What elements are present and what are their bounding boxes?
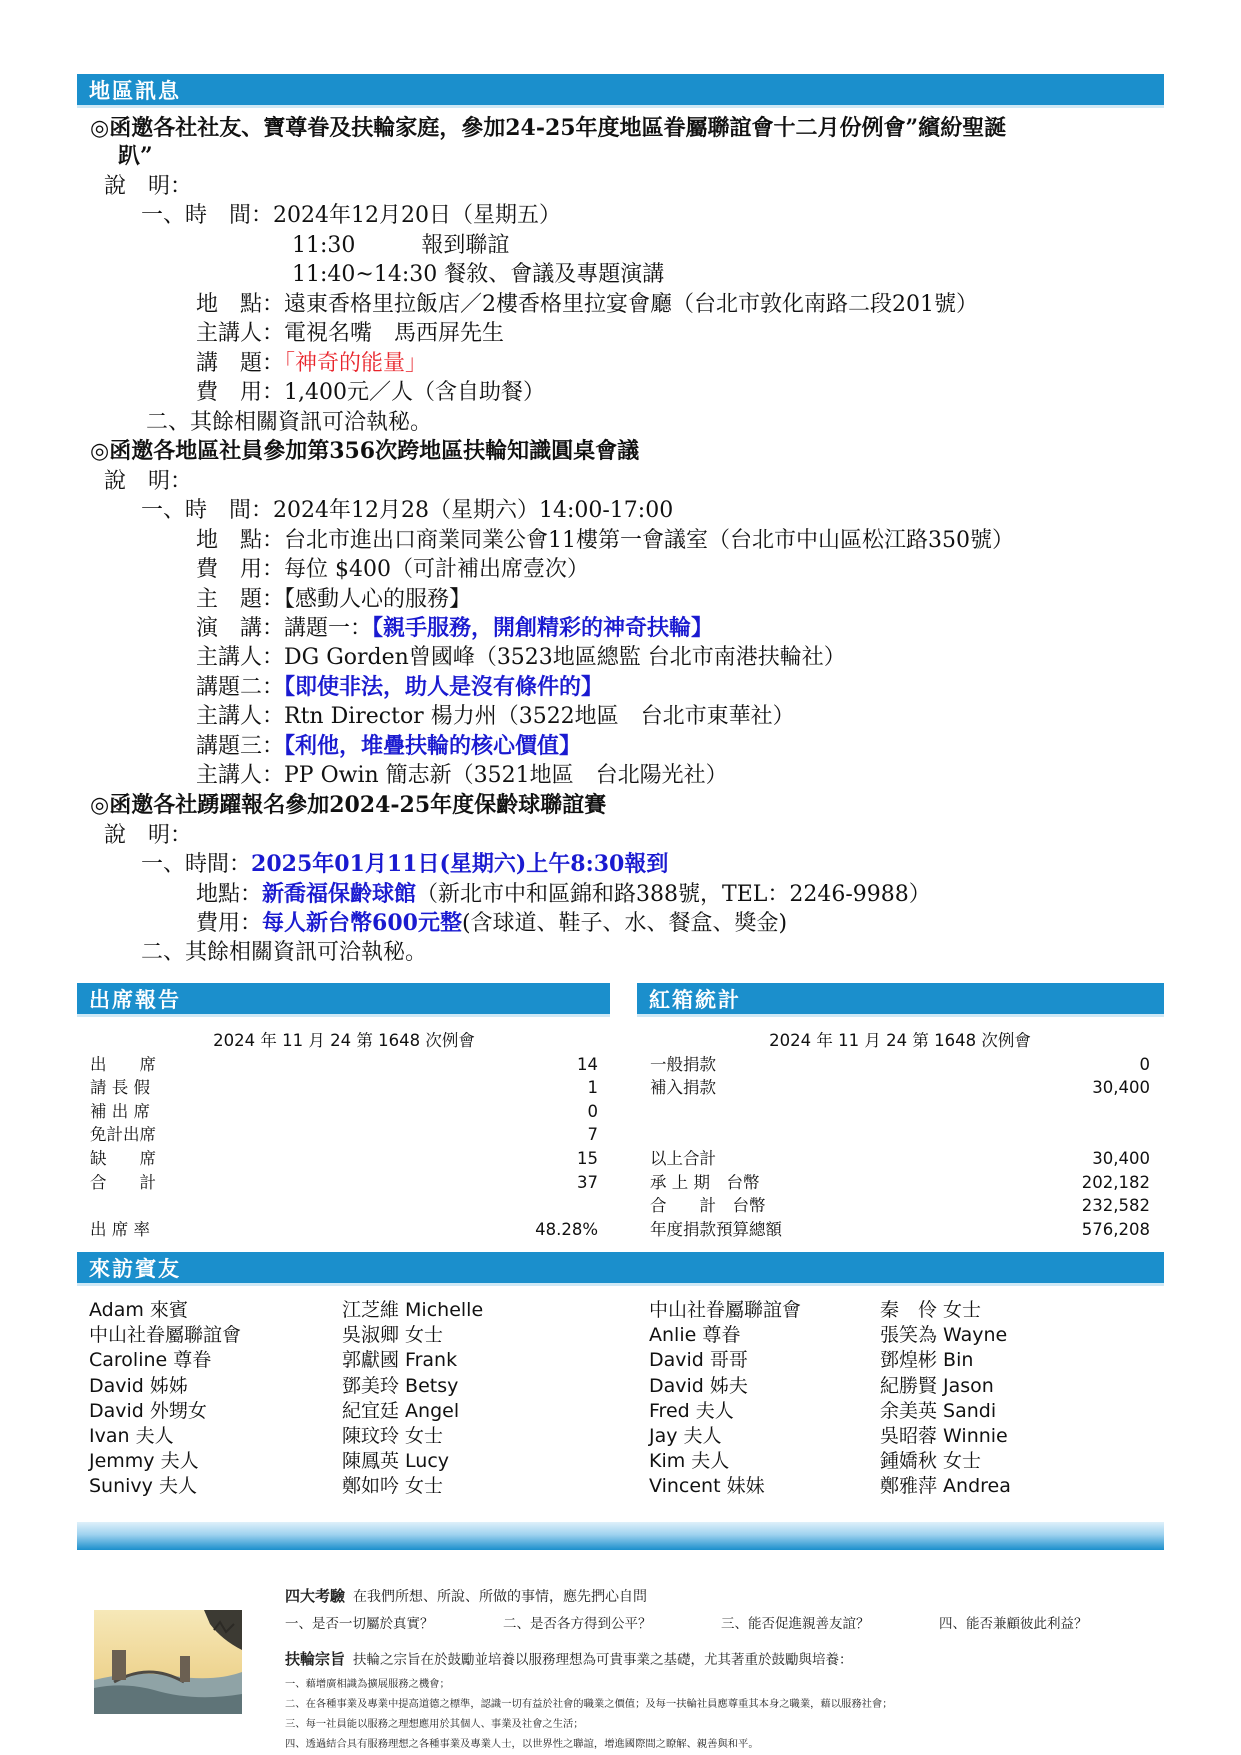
district-line-text: 一、時間：	[141, 852, 252, 877]
attendance-label: 合 計	[90, 1172, 156, 1192]
district-line	[141, 496, 673, 525]
district-line	[104, 821, 192, 850]
visitor-name: Adam 來賓	[89, 1299, 188, 1321]
donations-row	[650, 1171, 1150, 1195]
footer-divider-bar	[77, 1522, 1164, 1550]
visitor-name: 紀宜廷 Angel	[342, 1399, 460, 1422]
district-line	[196, 585, 471, 614]
attendance-value: 15	[577, 1148, 598, 1168]
district-line-text: 二、其餘相關資訊可洽執秘。	[146, 410, 433, 435]
donations-row	[650, 1123, 1150, 1147]
visitor-name: 陳鳳英 Lucy	[342, 1450, 450, 1473]
attendance-row	[90, 1218, 598, 1242]
visitor-name: 吳昭蓉 Winnie	[880, 1425, 1008, 1448]
donations-row	[650, 1053, 1150, 1077]
district-line-text: 費 用：1,400元／人（含自助餐）	[196, 380, 545, 405]
donations-row	[650, 1218, 1150, 1242]
attendance-row	[90, 1147, 598, 1171]
district-line-text: 說 明：	[104, 823, 193, 848]
visitor-name: 鄧煌彬 Bin	[880, 1349, 974, 1372]
visitor-name: 秦 伶 女士	[880, 1299, 982, 1321]
visitors-column-1	[89, 1298, 241, 1500]
district-line	[146, 408, 432, 437]
object-item: 四、透過結合具有服務理想之各種事業及專業人士，以世界性之聯誼，增進國際間之瞭解、親善與和平。	[285, 1738, 759, 1750]
donations-meeting: 2024 年 11 月 24 第 1648 次例會	[769, 1031, 1031, 1050]
district-line	[196, 732, 581, 761]
object-of-rotary	[285, 1648, 853, 1669]
district-line-highlight: 新喬福保齡球館	[262, 881, 417, 907]
attendance-meeting: 2024 年 11 月 24 第 1648 次例會	[213, 1031, 475, 1050]
donations-header: 紅箱統計	[649, 988, 741, 1012]
district-line	[196, 614, 713, 643]
district-line	[292, 260, 664, 289]
district-line-text: 11:40~14:30 餐敘、會議及專題演講	[292, 262, 665, 287]
district-line-detail: (含球道、鞋子、水、餐盒、獎金)	[461, 911, 788, 936]
donations-value: 30,400	[1092, 1078, 1150, 1098]
donations-value: 202,182	[1081, 1172, 1150, 1192]
district-line-text: 說 明：	[104, 174, 193, 199]
district-line-text: 說 明：	[104, 469, 193, 494]
four-way-intro: 在我們所想、所說、所做的事情，應先捫心自問	[353, 1589, 648, 1605]
donations-row	[650, 1100, 1150, 1124]
visitors-header-bar	[77, 1252, 1164, 1286]
four-way-title: 四大考驗	[285, 1587, 346, 1605]
four-way-item: 二、是否各方得到公平？	[503, 1616, 652, 1632]
district-line-text: 費 用：每位 $400（可計補出席壹次）	[196, 557, 589, 582]
district-line-highlight: 「神奇的能量」	[284, 351, 428, 376]
district-line	[196, 643, 846, 672]
attendance-label: 補 出 席	[90, 1101, 150, 1121]
visitor-name: Kim 夫人	[649, 1450, 730, 1473]
visitor-name: Sunivy 夫人	[89, 1475, 197, 1498]
district-line-highlight: 【即使非法，助人是沒有條件的】	[284, 674, 604, 700]
donations-label: 一般捐款	[650, 1054, 716, 1074]
district-line-highlight: 【親手服務，開創精彩的神奇扶輪】	[372, 615, 714, 641]
attendance-table	[90, 1029, 598, 1241]
object-title: 扶輪宗旨	[285, 1650, 346, 1668]
four-way-item: 一、是否一切屬於真實？	[285, 1616, 434, 1632]
attendance-value: 37	[577, 1172, 598, 1192]
object-item: 三、每一社員能以服務之理想應用於其個人、事業及社會之生活；	[285, 1718, 584, 1730]
district-line-text: 講題二：	[196, 675, 285, 700]
visitor-name: 陳玟玲 女士	[342, 1425, 444, 1448]
visitors-column-4	[880, 1298, 1011, 1500]
four-way-item: 四、能否兼顧彼此利益？	[939, 1616, 1088, 1632]
donations-row	[650, 1076, 1150, 1100]
donations-label: 補入捐款	[650, 1078, 716, 1098]
district-line-text: 主 題：【感動人心的服務】	[196, 587, 472, 612]
visitor-name: Ivan 夫人	[89, 1425, 174, 1448]
district-line	[196, 349, 427, 378]
district-line	[196, 555, 589, 584]
attendance-label: 出 席 率	[90, 1219, 150, 1239]
attendance-label: 出 席	[90, 1054, 156, 1074]
district-line-text: 講題三：	[196, 734, 285, 759]
visitor-name: Jemmy 夫人	[89, 1450, 199, 1473]
district-line-text: 講 題：	[196, 351, 285, 376]
district-line	[196, 290, 978, 319]
attendance-value: 0	[587, 1101, 598, 1121]
district-header-bar	[77, 74, 1164, 108]
visitor-name: 鄧美玲 Betsy	[342, 1374, 459, 1397]
district-line-text: 地 點：台北市進出口商業同業公會11樓第一會議室（台北市中山區松江路350號）	[196, 528, 1014, 553]
attendance-label: 免計出席	[90, 1125, 156, 1145]
district-line-highlight: 【利他，堆疊扶輪的核心價值】	[284, 733, 582, 759]
district-line-highlight: 2025年01月11日(星期六)上午8:30報到	[251, 851, 669, 877]
visitor-name: David 外甥女	[89, 1399, 207, 1422]
object-intro: 扶輪之宗旨在於鼓勵並培養以服務理想為可貴事業之基礎，尤其著重於鼓勵與培養：	[353, 1652, 853, 1668]
footer-landscape-image	[94, 1610, 242, 1714]
attendance-row	[90, 1076, 598, 1100]
visitor-name: 中山社眷屬聯誼會	[89, 1324, 242, 1347]
attendance-value: 48.28%	[535, 1219, 598, 1239]
district-line-text: 地點：	[196, 882, 263, 907]
district-line-detail: （新北市中和區錦和路388號，TEL：2246-9988）	[416, 882, 931, 907]
donations-value: 0	[1139, 1054, 1150, 1074]
district-line	[90, 437, 639, 466]
district-line	[141, 850, 668, 879]
visitor-name: Jay 夫人	[649, 1425, 722, 1448]
attendance-header-bar	[77, 983, 610, 1017]
district-header: 地區訊息	[89, 79, 181, 103]
attendance-row	[90, 1100, 598, 1124]
attendance-value: 14	[577, 1054, 598, 1074]
district-line	[104, 467, 192, 496]
district-line	[104, 172, 192, 201]
donations-value: 576,208	[1081, 1219, 1150, 1239]
district-line-text: 二、其餘相關資訊可洽執秘。	[141, 940, 428, 965]
district-line-text: 趴”	[118, 143, 153, 169]
attendance-header: 出席報告	[89, 988, 181, 1012]
donations-value: 30,400	[1092, 1148, 1150, 1168]
attendance-label: 缺 席	[90, 1148, 156, 1168]
district-line	[196, 378, 545, 407]
donations-table	[650, 1029, 1150, 1241]
donations-row	[650, 1194, 1150, 1218]
attendance-row	[90, 1123, 598, 1147]
visitor-name: 鄭雅萍 Andrea	[880, 1475, 1011, 1498]
donations-value: 232,582	[1081, 1196, 1150, 1216]
district-line-text: 費用：	[196, 911, 263, 936]
attendance-row	[90, 1171, 598, 1195]
district-line	[90, 791, 606, 820]
object-items	[285, 1674, 893, 1754]
visitor-name: 江芝維 Michelle	[342, 1299, 484, 1321]
district-line	[141, 201, 561, 230]
four-way-test	[285, 1585, 647, 1606]
visitor-name: 張笑為 Wayne	[880, 1324, 1008, 1347]
visitors-column-3	[649, 1298, 801, 1500]
donations-label: 承 上 期 台幣	[650, 1172, 760, 1192]
visitor-name: David 哥哥	[649, 1349, 748, 1372]
attendance-row	[90, 1194, 598, 1218]
district-line-text: ◎函邀各地區社員參加第356次跨地區扶輪知識圓桌會議	[90, 438, 640, 464]
donations-row	[650, 1147, 1150, 1171]
district-line-highlight: 每人新台幣600元整	[262, 910, 462, 936]
district-line-text: 主講人：電視名嘴 馬西屏先生	[196, 321, 505, 346]
visitor-name: Vincent 妹妹	[649, 1475, 765, 1498]
donations-label: 以上合計	[650, 1148, 716, 1168]
visitor-name: 鍾嬌秋 女士	[880, 1450, 982, 1473]
attendance-row	[90, 1053, 598, 1077]
visitors-header: 來訪賓友	[89, 1257, 181, 1281]
visitor-name: 鄭如吟 女士	[342, 1475, 444, 1498]
attendance-label: 請 長 假	[90, 1078, 150, 1098]
visitor-name: 中山社眷屬聯誼會	[649, 1299, 802, 1321]
visitor-name: 郭獻國 Frank	[342, 1349, 458, 1372]
visitor-name: David 姊夫	[649, 1374, 748, 1397]
visitor-name: 吳淑卿 女士	[342, 1324, 444, 1347]
four-way-item: 三、能否促進親善友誼？	[721, 1616, 870, 1632]
district-line	[118, 142, 153, 171]
district-line	[196, 702, 795, 731]
district-line-text: 一、時 間：2024年12月20日（星期五）	[141, 203, 561, 228]
district-line	[196, 673, 603, 702]
district-line	[196, 526, 1014, 555]
object-item: 一、藉增廣相識為擴展服務之機會；	[285, 1678, 450, 1690]
donations-label: 年度捐款預算總額	[650, 1219, 782, 1239]
visitor-name: Caroline 尊眷	[89, 1349, 212, 1372]
district-line-text: ◎函邀各社踴躍報名參加2024-25年度保齡球聯誼賽	[90, 792, 607, 818]
district-line	[196, 909, 787, 938]
district-line-text: 主講人：Rtn Director 楊力州（3522地區 台北市東華社）	[196, 704, 795, 729]
district-line-text: 11:30 報到聯誼	[292, 233, 510, 258]
district-line	[196, 761, 728, 790]
four-way-items	[285, 1612, 1088, 1632]
district-line	[196, 319, 504, 348]
object-item: 二、在各種事業及專業中提高道德之標準，認識一切有益於社會的職業之價值；及每一扶輪社員應尊重其本身之職業，藉以服務社會；	[285, 1698, 893, 1710]
district-line	[292, 231, 509, 260]
district-line	[141, 938, 427, 967]
district-line	[196, 880, 931, 909]
attendance-value: 7	[587, 1125, 598, 1145]
district-line-text: 演 講：講題一：	[196, 616, 373, 641]
donations-header-bar	[637, 983, 1164, 1017]
district-line-text: 一、時 間：2024年12月28（星期六）14:00-17:00	[141, 498, 674, 523]
district-line-text: 主講人：DG Gorden曾國峰（3523地區總監 台北市南港扶輪社）	[196, 645, 846, 670]
district-line-text: ◎函邀各社社友、寶尊眷及扶輪家庭，參加24-25年度地區眷屬聯誼會十二月份例會”繽紛聖誕	[90, 115, 1007, 141]
visitor-name: 余美英 Sandi	[880, 1399, 997, 1422]
district-line-text: 地 點：遠東香格里拉飯店／2樓香格里拉宴會廳（台北市敦化南路二段201號）	[196, 292, 978, 317]
visitor-name: David 姊姊	[89, 1374, 188, 1397]
visitor-name: Anlie 尊眷	[649, 1324, 741, 1347]
donations-label: 合 計 台幣	[650, 1196, 766, 1216]
visitor-name: 紀勝賢 Jason	[880, 1374, 994, 1397]
district-line	[90, 114, 1006, 143]
attendance-value: 1	[587, 1078, 598, 1098]
visitors-column-2	[342, 1298, 483, 1500]
district-line-text: 主講人：PP Owin 簡志新（3521地區 台北陽光社）	[196, 763, 728, 788]
visitor-name: Fred 夫人	[649, 1399, 734, 1422]
